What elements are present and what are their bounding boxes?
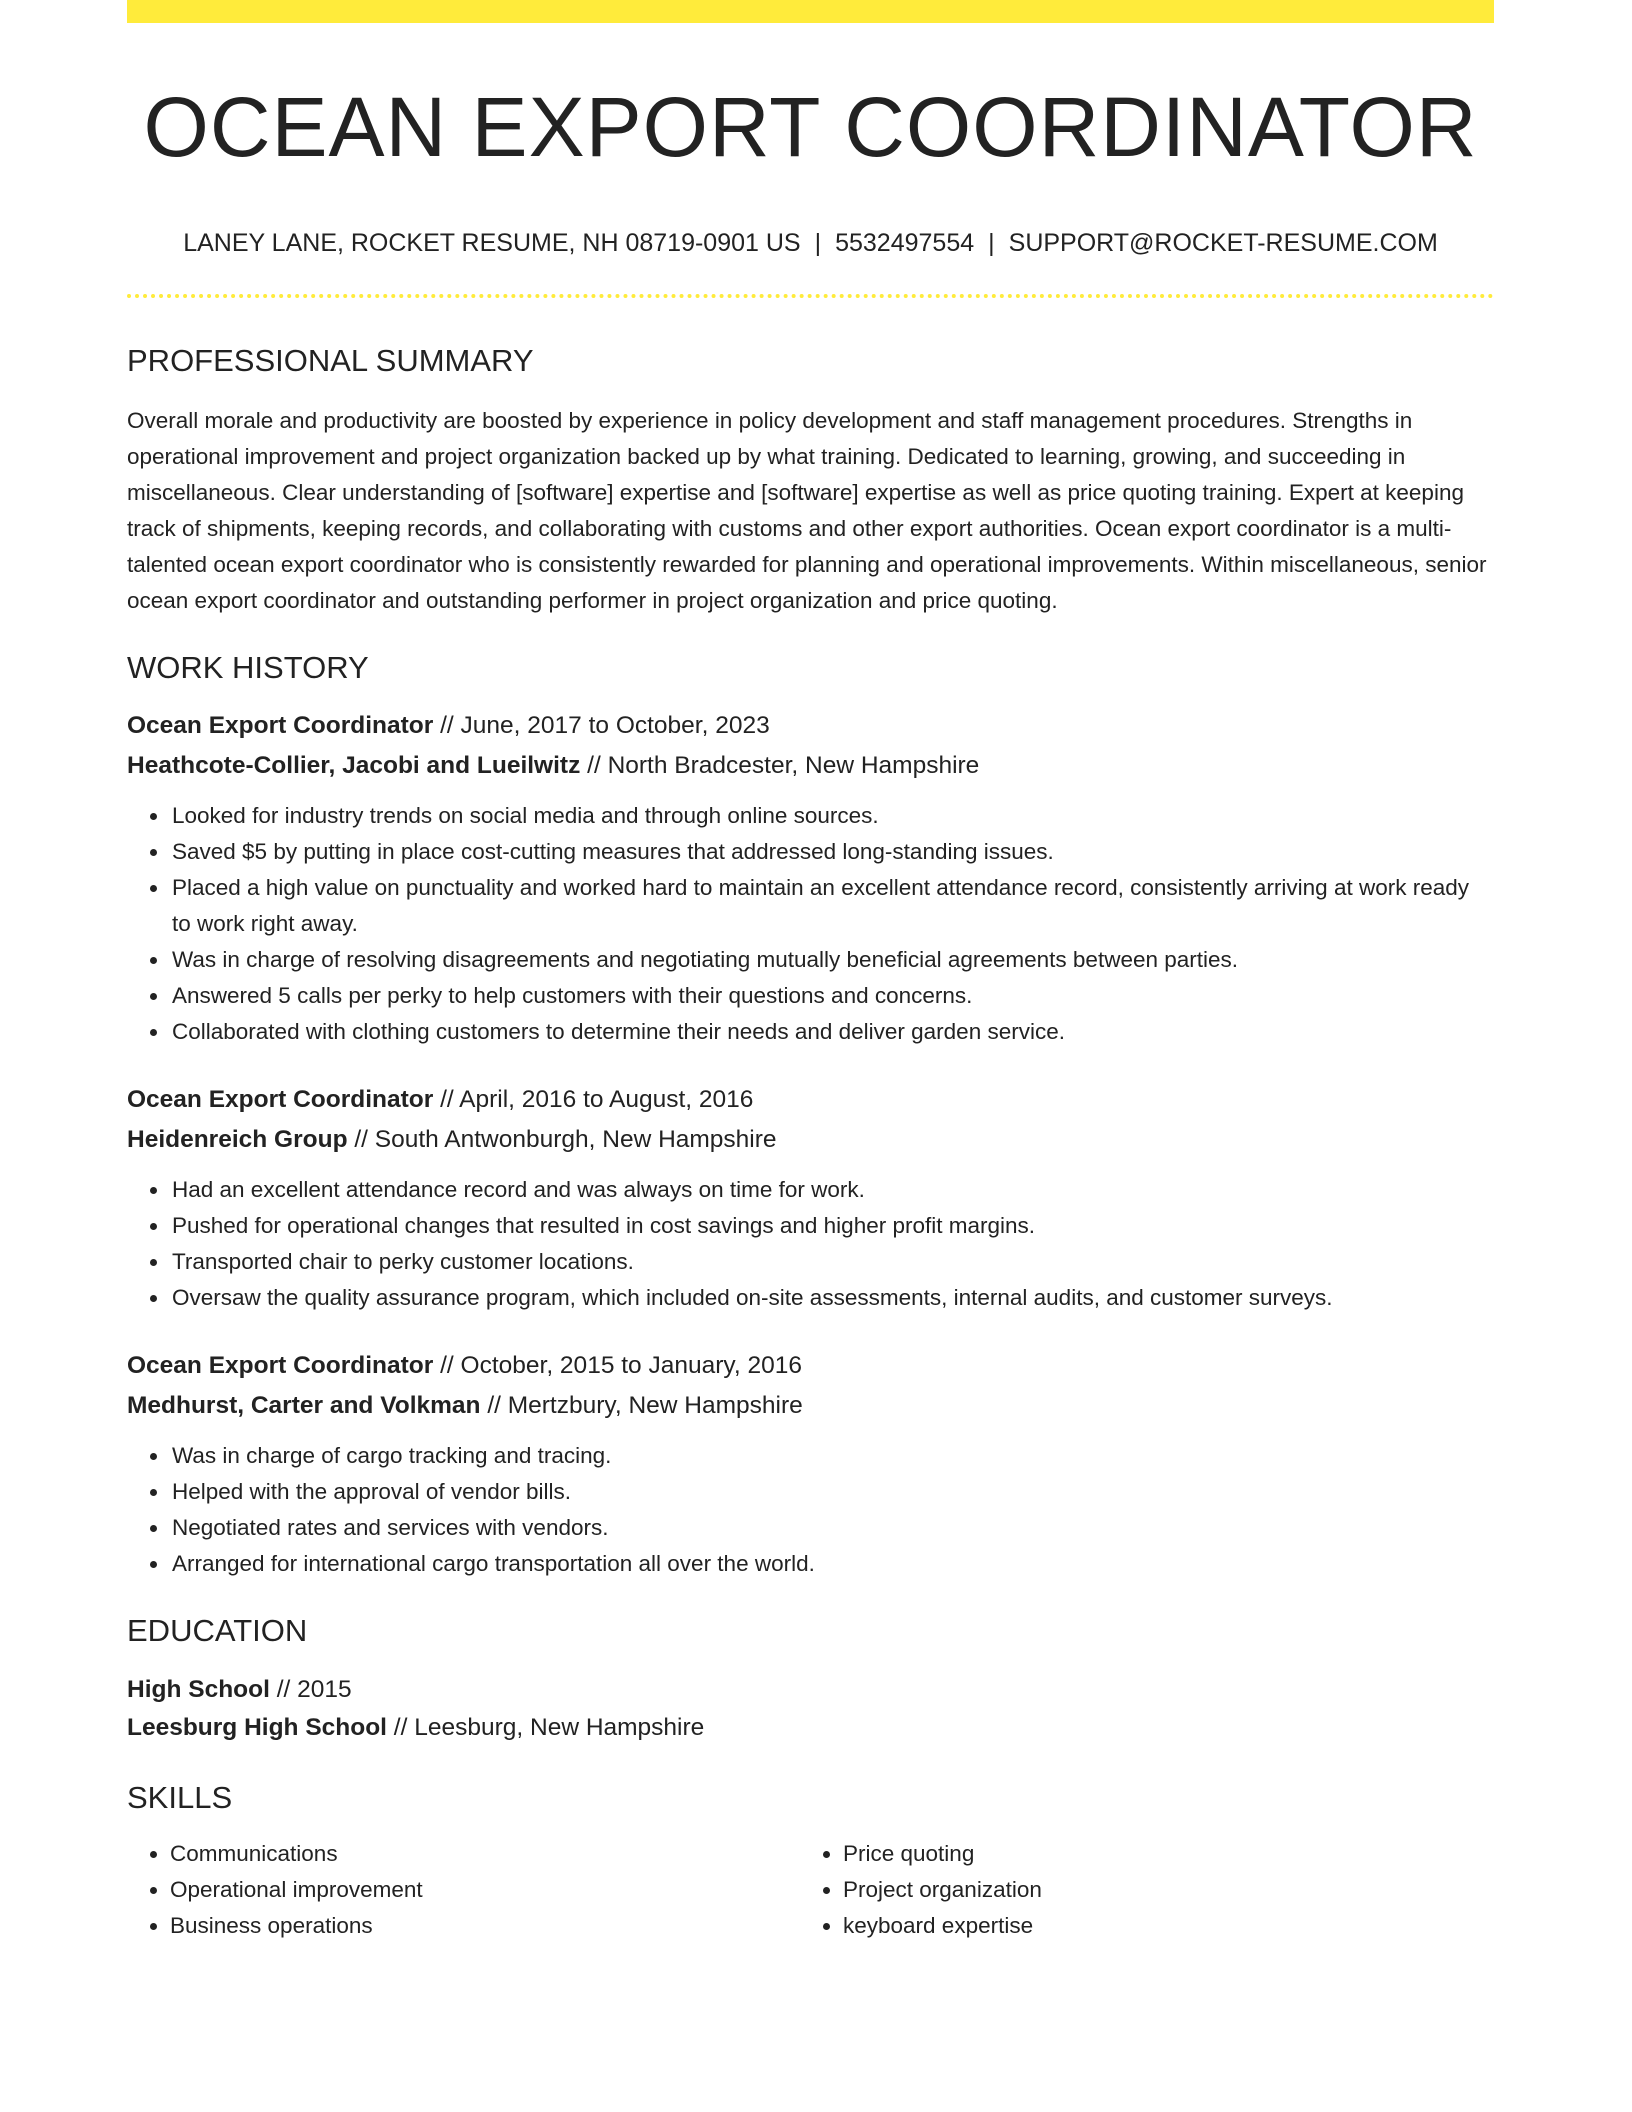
- job-location: // South Antwonburgh, New Hampshire: [347, 1125, 777, 1153]
- skills-column-left: [127, 1836, 800, 1944]
- job-dates: // April, 2016 to August, 2016: [433, 1085, 754, 1113]
- education-school-line: [127, 1709, 1494, 1747]
- skill-item: • Communications: [170, 1836, 800, 1872]
- skill-item: • keyboard expertise: [843, 1908, 1473, 1944]
- job-company-line: [127, 1386, 1494, 1426]
- job-company: Heidenreich Group: [127, 1125, 348, 1153]
- job-location: // Mertzbury, New Hampshire: [480, 1391, 803, 1419]
- job-role: Ocean Export Coordinator: [127, 1351, 434, 1379]
- job-role: Ocean Export Coordinator: [127, 1085, 434, 1113]
- education-degree-line: [127, 1671, 1494, 1709]
- job-company-line: [127, 1120, 1494, 1160]
- resume-title: OCEAN EXPORT COORDINATOR: [143, 80, 1478, 174]
- job-dates: // June, 2017 to October, 2023: [433, 711, 770, 739]
- job-bullet: • Answered 5 calls per perky to help customers with their questions and concerns.: [170, 978, 1494, 1014]
- section-title-skills: SKILLS: [127, 1780, 233, 1816]
- job-bullet: • Saved $5 by putting in place cost-cutting measures that addressed long-standing issues.: [170, 834, 1494, 870]
- job-company: Heathcote-Collier, Jacobi and Lueilwitz: [127, 751, 581, 779]
- job-bullet: • Oversaw the quality assurance program, which included on-site assessments, internal audits, and customer surveys.: [170, 1280, 1494, 1316]
- job-bullets: [127, 1438, 1494, 1582]
- skills-column-right: [800, 1836, 1473, 1944]
- job-dates: // October, 2015 to January, 2016: [433, 1351, 802, 1379]
- job-bullet: • Arranged for international cargo transportation all over the world.: [170, 1546, 1494, 1582]
- section-title-education: EDUCATION: [127, 1612, 308, 1648]
- job-bullets: [127, 1172, 1494, 1316]
- job-bullet: • Collaborated with clothing customers to determine their needs and deliver garden service.: [170, 1014, 1494, 1050]
- skill-item: • Price quoting: [843, 1836, 1473, 1872]
- resume-page: [127, 0, 1494, 1944]
- section-title-summary: PROFESSIONAL SUMMARY: [127, 342, 534, 378]
- job-entry: [127, 706, 1494, 1050]
- education-degree: High School: [127, 1676, 270, 1704]
- section-title-work-history: WORK HISTORY: [127, 649, 369, 685]
- contact-address: LANEY LANE, ROCKET RESUME, NH 08719-0901 US: [183, 228, 801, 257]
- contact-email: SUPPORT@ROCKET-RESUME.COM: [1008, 228, 1438, 257]
- skill-item: • Project organization: [843, 1872, 1473, 1908]
- job-role: Ocean Export Coordinator: [127, 711, 434, 739]
- education-location: // Leesburg, New Hampshire: [387, 1714, 705, 1742]
- job-bullet: • Helped with the approval of vendor bills.: [170, 1474, 1494, 1510]
- skill-item: • Operational improvement: [170, 1872, 800, 1908]
- job-bullet: • Pushed for operational changes that resulted in cost savings and higher profit margins.: [170, 1208, 1494, 1244]
- contact-separator: |: [988, 228, 995, 257]
- job-entry: [127, 1346, 1494, 1582]
- summary-text: Overall morale and productivity are boosted by experience in policy development and staff management procedures. Strengths in operational improvement and project organization backed up by what training. Dedicated to learning, growing, and succeeding in miscellaneous. Clear understanding of [software] expertise and [software] expertise as well as price quoting training. Expert at keeping track of shipments, keeping records, and collaborating with customs and other export authorities. Ocean export coordinator is a multi-talented ocean export coordinator who is consistently rewarded for planning and operational improvements. Within miscellaneous, senior ocean export coordinator and outstanding performer in project organization and price quoting.: [127, 407, 1487, 613]
- contact-separator: |: [814, 228, 822, 257]
- education-year: // 2015: [269, 1676, 352, 1704]
- job-company: Medhurst, Carter and Volkman: [127, 1391, 481, 1419]
- job-bullet: • Was in charge of resolving disagreements and negotiating mutually beneficial agreements between parties.: [170, 942, 1494, 978]
- job-bullet: • Transported chair to perky customer locations.: [170, 1244, 1494, 1280]
- job-bullet: • Looked for industry trends on social media and through online sources.: [170, 798, 1494, 834]
- job-location: // North Bradcester, New Hampshire: [580, 751, 980, 779]
- education-school: Leesburg High School: [127, 1714, 387, 1742]
- job-entry: [127, 1080, 1494, 1316]
- job-bullet: • Negotiated rates and services with vendors.: [170, 1510, 1494, 1546]
- job-company-line: [127, 746, 1494, 786]
- job-role-line: [127, 1346, 1494, 1386]
- skill-item: • Business operations: [170, 1908, 800, 1944]
- job-bullet: • Had an excellent attendance record and was always on time for work.: [170, 1172, 1494, 1208]
- dotted-divider: [127, 294, 1494, 298]
- job-bullet: • Was in charge of cargo tracking and tracing.: [170, 1438, 1494, 1474]
- education-entry: [127, 1671, 1494, 1747]
- contact-phone: 5532497554: [835, 228, 975, 257]
- job-role-line: [127, 706, 1494, 746]
- job-bullet: • Placed a high value on punctuality and worked hard to maintain an excellent attendance record, consistently arriving at work ready to work right away.: [170, 870, 1494, 942]
- job-role-line: [127, 1080, 1494, 1120]
- contact-line: [127, 228, 1494, 258]
- job-bullets: [127, 798, 1494, 1050]
- accent-top-bar: [127, 0, 1494, 23]
- skills-list: [127, 1836, 1494, 1944]
